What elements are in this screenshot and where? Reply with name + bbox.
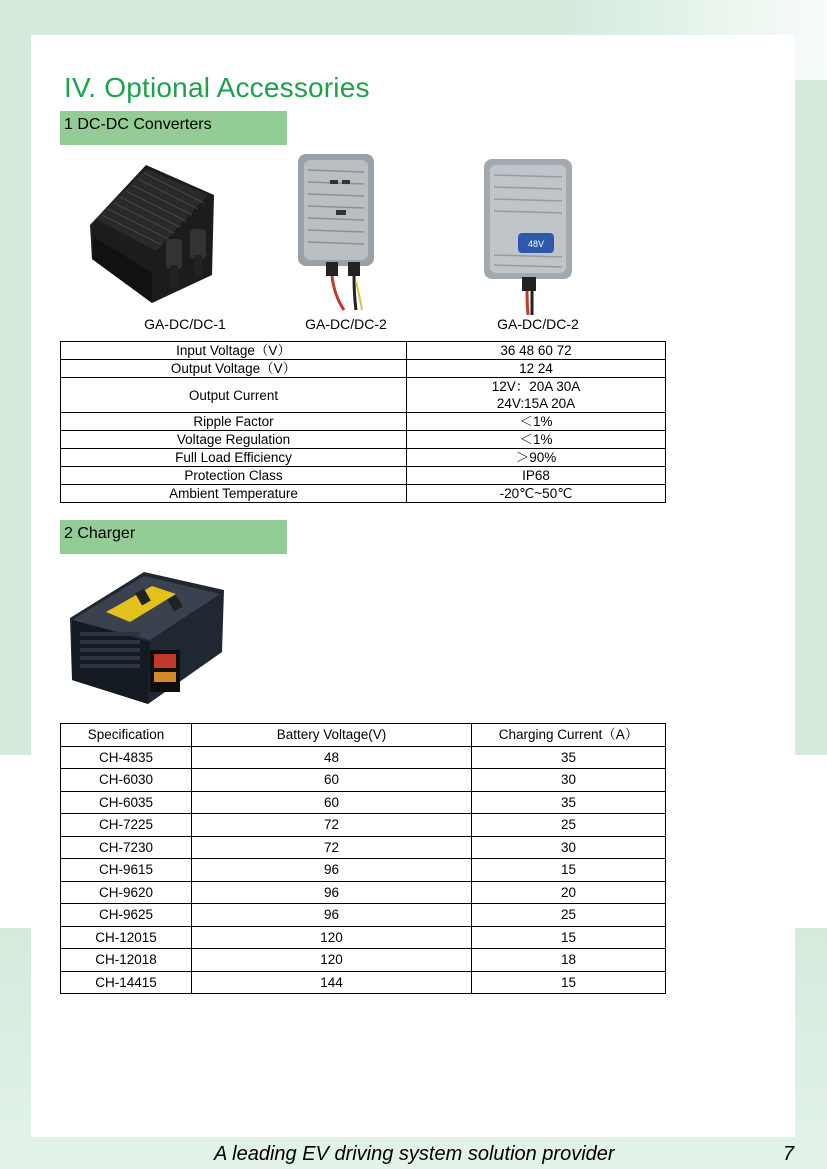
section-heading-dcdc: 1 DC-DC Converters <box>60 111 287 145</box>
spec-value: IP68 <box>407 467 666 485</box>
page-number: 7 <box>783 1143 795 1165</box>
table-row <box>61 971 666 994</box>
table-cell: 30 <box>472 836 666 859</box>
spec-label: Voltage Regulation <box>61 431 407 449</box>
spec-label: Protection Class <box>61 467 407 485</box>
table-row <box>61 431 666 449</box>
product-caption-2: GA-DC/DC-2 <box>305 316 387 332</box>
table-cell: 96 <box>192 904 472 927</box>
spec-label: Output Current <box>61 378 407 413</box>
table-cell: 72 <box>192 836 472 859</box>
charger-table <box>60 723 666 994</box>
table-cell: CH-12018 <box>61 949 192 972</box>
spec-label: Full Load Efficiency <box>61 449 407 467</box>
spec-label: Ambient Temperature <box>61 485 407 503</box>
table-cell: CH-9620 <box>61 881 192 904</box>
spec-label: Ripple Factor <box>61 413 407 431</box>
table-cell: 120 <box>192 926 472 949</box>
table-cell: 15 <box>472 859 666 882</box>
spec-value <box>407 378 666 413</box>
table-cell: 60 <box>192 791 472 814</box>
charger-photo <box>66 568 228 708</box>
dcdc-spec-table <box>60 341 666 503</box>
table-cell: CH-14415 <box>61 971 192 994</box>
table-row <box>61 485 666 503</box>
page-title: IV. Optional Accessories <box>64 72 370 103</box>
dcdc-2-photo <box>290 150 380 312</box>
table-cell: CH-9615 <box>61 859 192 882</box>
table-row <box>61 814 666 837</box>
table-cell: 48 <box>192 746 472 769</box>
table-cell: 20 <box>472 881 666 904</box>
table-row <box>61 378 666 413</box>
table-row <box>61 449 666 467</box>
table-cell: CH-7225 <box>61 814 192 837</box>
column-header: Battery Voltage(V) <box>192 724 472 747</box>
spec-value: ＜1% <box>407 431 666 449</box>
table-cell: 15 <box>472 971 666 994</box>
table-row <box>61 926 666 949</box>
table-cell: 144 <box>192 971 472 994</box>
spec-value: ＞90% <box>407 449 666 467</box>
spec-label: Input Voltage（V） <box>61 342 407 360</box>
dcdc-1-photo <box>86 155 216 305</box>
table-row <box>61 467 666 485</box>
table-row <box>61 746 666 769</box>
spec-value: ＜1% <box>407 413 666 431</box>
dcdc-2b-photo <box>478 155 578 315</box>
table-cell: 35 <box>472 746 666 769</box>
table-cell: CH-4835 <box>61 746 192 769</box>
table-row <box>61 791 666 814</box>
table-cell: 72 <box>192 814 472 837</box>
table-cell: 60 <box>192 769 472 792</box>
table-row <box>61 836 666 859</box>
column-header: Specification <box>61 724 192 747</box>
spec-value: 36 48 60 72 <box>407 342 666 360</box>
table-cell: 35 <box>472 791 666 814</box>
section-heading-charger: 2 Charger <box>60 520 287 554</box>
spec-label: Output Voltage（V） <box>61 360 407 378</box>
product-caption-3: GA-DC/DC-2 <box>497 316 579 332</box>
table-cell: 30 <box>472 769 666 792</box>
product-caption-1: GA-DC/DC-1 <box>144 316 226 332</box>
spec-value-line: 12V：20A 30A <box>491 379 581 394</box>
table-row <box>61 881 666 904</box>
spec-value-line: 24V:15A 20A <box>496 396 576 411</box>
footer-tagline: A leading EV driving system solution provider <box>214 1143 615 1165</box>
table-cell: 15 <box>472 926 666 949</box>
voltage-badge: 48V <box>527 239 545 249</box>
table-cell: 25 <box>472 814 666 837</box>
table-row <box>61 949 666 972</box>
table-header-row <box>61 724 666 747</box>
table-row <box>61 904 666 927</box>
table-cell: CH-6035 <box>61 791 192 814</box>
table-cell: 120 <box>192 949 472 972</box>
table-row <box>61 859 666 882</box>
table-cell: CH-7230 <box>61 836 192 859</box>
table-cell: CH-9625 <box>61 904 192 927</box>
spec-value: -20℃~50℃ <box>407 485 666 503</box>
table-cell: 96 <box>192 881 472 904</box>
table-row <box>61 413 666 431</box>
spec-value: 12 24 <box>407 360 666 378</box>
table-row <box>61 769 666 792</box>
table-row <box>61 342 666 360</box>
table-cell: CH-6030 <box>61 769 192 792</box>
table-cell: 96 <box>192 859 472 882</box>
table-cell: 25 <box>472 904 666 927</box>
table-cell: CH-12015 <box>61 926 192 949</box>
table-row <box>61 360 666 378</box>
column-header: Charging Current（A） <box>472 724 666 747</box>
table-cell: 18 <box>472 949 666 972</box>
